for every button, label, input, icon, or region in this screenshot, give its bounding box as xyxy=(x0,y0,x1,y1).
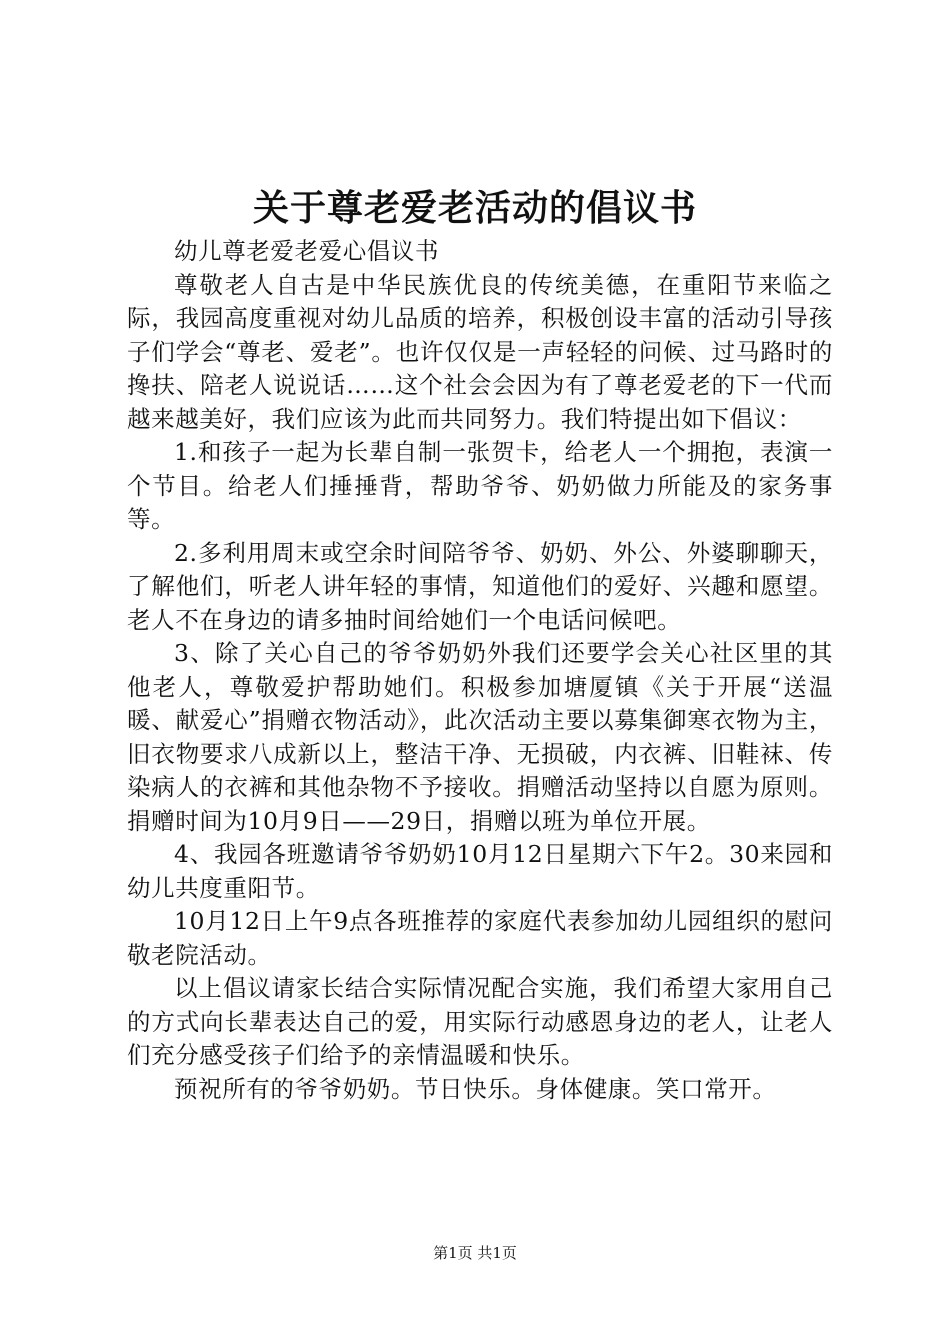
intro-paragraph: 尊敬老人自古是中华民族优良的传统美德，在重阳节来临之际，我园高度重视对幼儿品质的培养，积极创设丰富的活动引导孩子们学会“尊老、爱老”。也许仅仅是一声轻轻的问候、过马路时的搀扶、陪老人说说话……这个社会会因为有了尊老爱老的下一代而越来越美好，我们应该为此而共同努力。我们特提出如下倡议： xyxy=(127,270,833,433)
wishes-paragraph: 预祝所有的爷爷奶奶。节日快乐。身体健康。笑口常开。 xyxy=(174,1074,777,1103)
proposal-item-3: 3、除了关心自己的爷爷奶奶外我们还要学会关心社区里的其他老人，尊敬爱护帮助她们。积极参加塘厦镇《关于开展“送温暖、献爱心”捐赠衣物活动》，此次活动主要以募集御寒衣物为主，旧衣物要求八成新以上，整洁干净、无损破，内衣裤、旧鞋袜、传染病人的衣裤和其他杂物不予接收。捐赠活动坚持以自愿为原则。捐赠时间为10月9日——29日，捐赠以班为单位开展。 xyxy=(127,639,833,835)
proposal-item-2: 2.多利用周末或空余时间陪爷爷、奶奶、外公、外婆聊聊天，了解他们，听老人讲年轻的事情，知道他们的爱好、兴趣和愿望。老人不在身边的请多抽时间给她们一个电话问候吧。 xyxy=(127,538,833,634)
closing-paragraph: 以上倡议请家长结合实际情况配合实施，我们希望大家用自己的方式向长辈表达自己的爱，用实际行动感恩身边的老人，让老人们充分感受孩子们给予的亲情温暖和快乐。 xyxy=(127,974,833,1069)
proposal-item-1: 1.和孩子一起为长辈自制一张贺卡，给老人一个拥抱，表演一个节目。给老人们捶捶背，帮助爷爷、奶奶做力所能及的家务事等。 xyxy=(127,438,833,533)
subtitle-paragraph: 幼儿尊老爱老爱心倡议书 xyxy=(174,237,440,265)
document-title: 关于尊老爱老活动的倡议书 xyxy=(252,187,697,229)
proposal-item-4: 4、我园各班邀请爷爷奶奶10月12日星期六下午2。30来园和幼儿共度重阳节。 xyxy=(127,840,833,902)
visit-paragraph: 10月12日上午9点各班推荐的家庭代表参加幼儿园组织的慰问敬老院活动。 xyxy=(127,907,833,969)
document-body xyxy=(127,235,833,1106)
page-number-footer: 第1页 共1页 xyxy=(433,1244,517,1262)
